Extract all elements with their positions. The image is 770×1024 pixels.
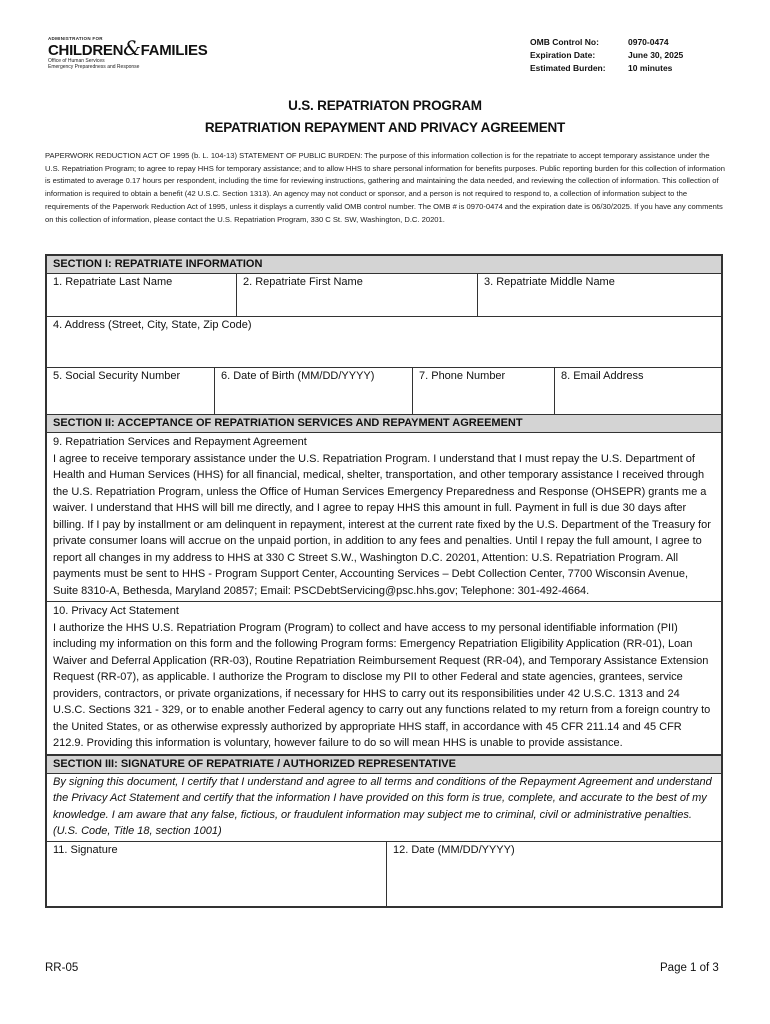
item10-title: 10. Privacy Act Statement (53, 605, 179, 617)
omb-expiration-label: Expiration Date: (530, 50, 596, 60)
paperwork-reduction-statement: PAPERWORK REDUCTION ACT OF 1995 (b. L. 104-13) STATEMENT OF PUBLIC BURDEN: The purpose of this information collection is for the repatriate to accept temporary assistance under the U.S. Repatriation Program; to agree to repay HHS for temporary assistance; and to allow HHS to share personal information for benefits purposes. Public reporting burden for this collection of information is estimated to average 0.17 hours per respondent, including the time for reviewing instructions, gathering and maintaining the data needed, and reviewing the collection of information. This collection of information is required to obtain a benefit (42 U.S.C. Section 1313). An agency may not conduct or sponsor, and a person is not required to respond to, a collection of information subject to the requirements of the Paperwork Reduction Act of 1995, unless it displays a currently valid OMB control number. The OMB # is 0970-0474 and the expiration date is 06/30/2025. If you have any comments on this collection of information, please contact the U.S. Repatriation Program, 330 C St. SW, Washington, D.C. 20201. (45, 151, 725, 224)
logo-admin-for: ADMINISTRATION FOR (48, 36, 103, 41)
section1-heading: SECTION I: REPATRIATE INFORMATION (47, 256, 721, 274)
repayment-form (45, 254, 723, 908)
omb-control-value: 0970-0474 (628, 37, 669, 47)
certification-statement: By signing this document, I certify that I understand and agree to all terms and conditions of the Repayment Agreement and understand the Privacy Act Statement and certify that the information I have provided on this form is true, complete, and accurate to the best of my knowledge. I am aware that any false, fictious, or fraudulent information may subject me to criminal, civil or administrative penalties. (U.S. Code, Title 18, section 1001) (47, 774, 721, 842)
omb-expiration-value: June 30, 2025 (628, 50, 684, 60)
item10-text: I authorize the HHS U.S. Repatriation Program (Program) to collect and have access to my personal identifiable information (PII) including my information on this form and the following Program forms: Emergency Repatriation Eligibility Application (RR-01), Loan Waiver and Deferral Application (RR-03), Routine Repatriation Reimbursement Request (RR-04), and Temporary Assistance Extension Request (RR-07), as applicable. I authorize the Program to disclose my PII to other Federal and state agencies, grantees, service providers, contractors, or private organizations, if necessary for HHS to carry out its responsibilities under 42 U.S.C. 1313 and 24 U.S.C. Sections 321 - 329, or to enable another Federal agency to carry out any functions related to my return from a foreign country to the United States, or as otherwise expressly authorized by appropriate HHS staff, in accordance with 45 CFR 211.14 and 45 CFR 212.9. Providing this information is voluntary, however failure to do so will mean HHS is unable to provide assistance. (53, 621, 711, 749)
phone-field[interactable]: 7. Phone Number (413, 368, 555, 414)
omb-burden-value: 10 minutes (628, 63, 673, 73)
document-titles (0, 95, 770, 139)
signature-date-field[interactable]: 12. Date (MM/DD/YYYY) (393, 843, 515, 856)
logo-ampersand: & (123, 36, 141, 60)
address-row (47, 317, 721, 368)
omb-info (530, 36, 683, 75)
repayment-agreement-block (47, 433, 721, 602)
signature-field[interactable]: 11. Signature (47, 842, 387, 906)
form-id: RR-05 (45, 962, 79, 974)
item9-title: 9. Repatriation Services and Repayment Agreement (53, 436, 307, 448)
last-name-field[interactable]: 1. Repatriate Last Name (47, 274, 237, 316)
privacy-act-block (47, 602, 721, 754)
omb-control-label: OMB Control No: (530, 37, 599, 47)
document-title-program: U.S. REPATRIATON PROGRAM (288, 98, 482, 113)
acf-logo (48, 36, 208, 70)
item9-text: I agree to receive temporary assistance under the U.S. Repatriation Program. I understand that I must repay the U.S. Department of Health and Human Services (HHS) for all financial, medical, shelter, transportation, and other temporary assistance I received through the U.S. Repatriation Program, unless the Office of Human Services Emergency Preparedness and Response (OHSEPR) grants me a waiver. I understand that HHS will bill me directly, and I agree to repay HHS this amount in full. Payment in full is due 30 days after billing. If I pay by installment or am delinquent in repayment, interest at the current rate fixed by the U.S. Department of the Treasury for private consumer loans will accrue on the unpaid portion, in addition to any fees and penalties. Until I repay the full amount, I agree to report all changes in my address to HHS at 330 C Street S.W., Washington D.C. 20201, Attention: U.S. Repatriation Program. All payments must be sent to HHS - Program Support Center, Accounting Services – Debt Collection Center, 7700 Wisconsin Avenue, Suite 8310-A, Bethesda, Maryland 20857; Email: PSCDebtServicing@psc.hhs.gov; Telephone: 301-492-4664. (53, 452, 711, 597)
dob-field[interactable]: 6. Date of Birth (MM/DD/YYYY) (215, 368, 413, 414)
omb-burden-label: Estimated Burden: (530, 63, 606, 73)
signature-row (47, 842, 721, 906)
middle-name-field[interactable]: 3. Repatriate Middle Name (484, 276, 615, 288)
page-number: Page 1 of 3 (660, 962, 719, 974)
address-field[interactable]: 4. Address (Street, City, State, Zip Code) (53, 319, 252, 331)
first-name-field[interactable]: 2. Repatriate First Name (237, 274, 478, 316)
logo-name-left: CHILDREN (48, 42, 124, 59)
name-row (47, 274, 721, 317)
document-title-agreement: REPATRIATION REPAYMENT AND PRIVACY AGREEMENT (204, 120, 566, 135)
logo-office-line2: Emergency Preparedness and Response (48, 64, 140, 70)
logo-office-line1: Office of Human Services (48, 58, 105, 64)
email-field[interactable]: 8. Email Address (561, 370, 644, 382)
section3-heading: SECTION III: SIGNATURE OF REPATRIATE / AUTHORIZED REPRESENTATIVE (47, 754, 721, 774)
contact-row (47, 368, 721, 415)
ssn-field[interactable]: 5. Social Security Number (47, 368, 215, 414)
section2-heading: SECTION II: ACCEPTANCE OF REPATRIATION SERVICES AND REPAYMENT AGREEMENT (47, 415, 721, 433)
logo-name-right: FAMILIES (140, 42, 208, 59)
